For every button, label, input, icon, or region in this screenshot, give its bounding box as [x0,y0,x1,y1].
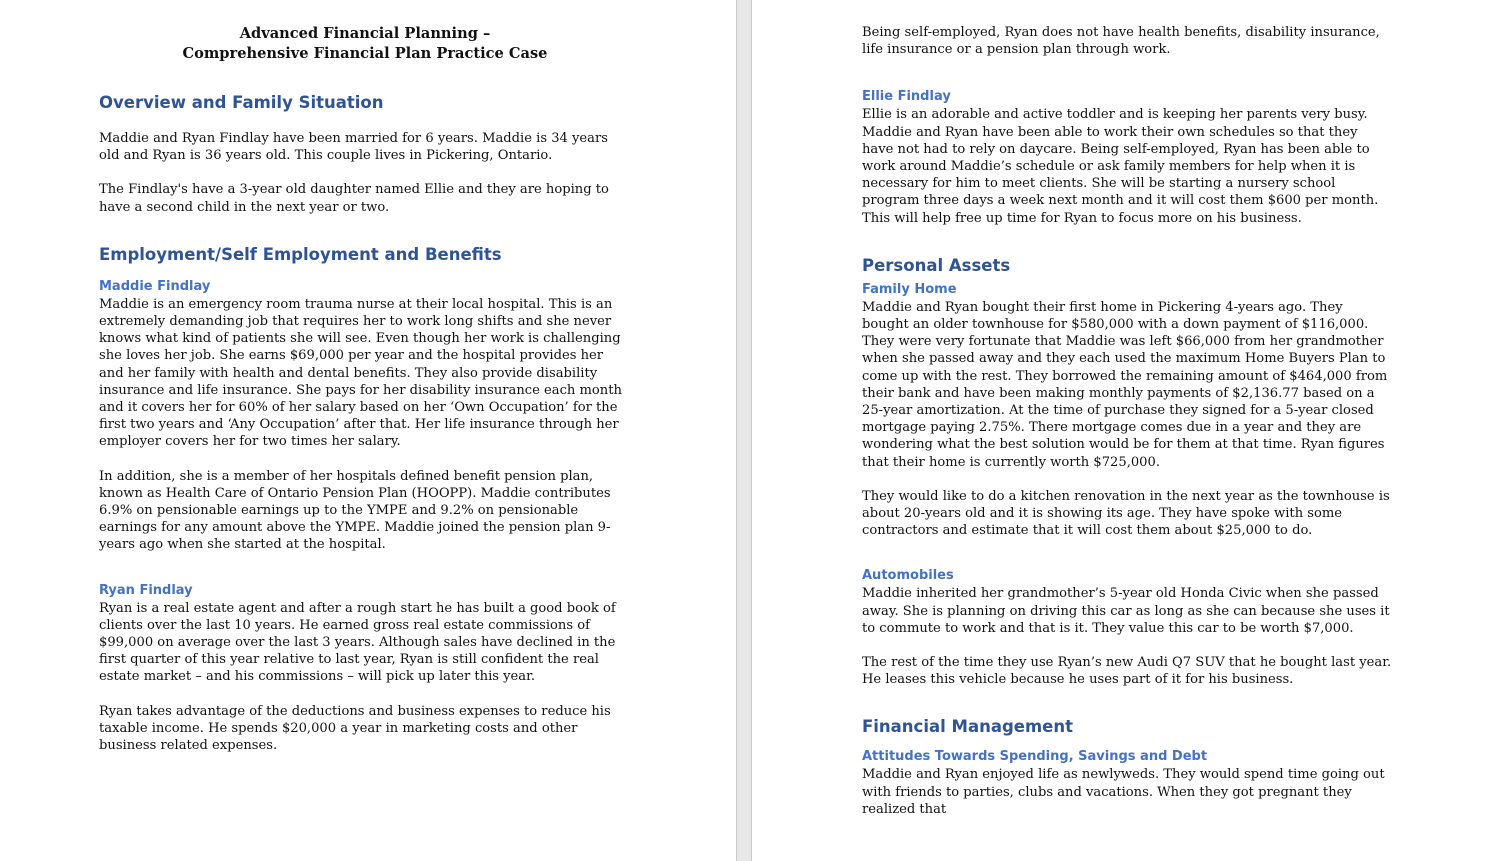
ryan-benefits-paragraph: Being self-employed, Ryan does not have health benefits, disability insurance, life insurance or a pension plan through work. [862,25,1380,58]
overview-paragraph-1: Maddie and Ryan Findlay have been married for 6 years. Maddie is 34 years old and Ryan is 36 years old. This couple lives in Pickering, Ontario. [99,131,608,164]
subheading-family-home: Family Home [862,281,957,297]
page-left-content [99,24,631,754]
subheading-attitudes: Attitudes Towards Spending, Savings and Debt [862,749,1208,765]
overview-paragraph-2: The Findlay's have a 3-year old daughter named Ellie and they are hoping to have a second child in the next year or two. [99,182,609,215]
title-line-2: Comprehensive Financial Plan Practice Case [182,45,548,62]
document-page-left [0,0,736,861]
maddie-paragraph-2: In addition, she is a member of her hospitals defined benefit pension plan, known as Health Care of Ontario Pension Plan (HOOPP). Maddie contributes 6.9% on pensionable earnings up to the YMPE and 9.2% on pensionable earnings for any amount above the YMPE. Maddie joined the pension plan 9-years ago when she started at the hospital. [99,468,611,553]
heading-overview: Overview and Family Situation [99,93,384,112]
ellie-paragraph: Ellie is an adorable and active toddler and is keeping her parents very busy. Maddie and Ryan have been able to work their own schedules so that they have not had to rely on daycare. Being self-employed, Ryan has been able to work around Maddie’s schedule or ask family members for help when it is necessary for him to meet clients. She will be starting a nursery school program three days a week next month and it will cost them $600 per month. This will help free up time for Ryan to focus more on his business. [862,107,1379,226]
heading-employment: Employment/Self Employment and Benefits [99,244,502,264]
document-page-right [752,0,1512,861]
title-line-1: Advanced Financial Planning – [239,25,491,42]
ryan-paragraph-1: Ryan is a real estate agent and after a rough start he has built a good book of clients over the last 10 years. He earned gross real estate commissions of $99,000 on average over the last 3 years. Although sales have declined in the first quarter of this year relative to last year, Ryan is still confident the real estate market – and his commissions – will pick up later this year. [99,600,616,685]
home-paragraph-2: They would like to do a kitchen renovation in the next year as the townhouse is about 20-years old and it is showing its age. They have spoke with some contractors and estimate that it will cost them about $25,000 to do. [862,488,1390,539]
subheading-ellie: Ellie Findlay [862,89,951,105]
subheading-maddie: Maddie Findlay [99,278,211,294]
subheading-ryan: Ryan Findlay [99,582,193,598]
subheading-automobiles: Automobiles [862,568,954,584]
auto-paragraph-1: Maddie inherited her grandmother’s 5-year old Honda Civic when she passed away. She is planning on driving this car as long as she can because she uses it to commute to work and that is it. They value this car to be worth $7,000. [862,586,1390,636]
ryan-paragraph-2: Ryan takes advantage of the deductions and business expenses to reduce his taxable income. He spends $20,000 a year in marketing costs and other business related expenses. [99,703,611,754]
document-title [99,24,631,64]
maddie-paragraph-1: Maddie is an emergency room trauma nurse at their local hospital. This is an extremely demanding job that requires her to work long shifts and she never knows what kind of patients she will see. Even though her work is challenging she loves her job. She earns $69,000 per year and the hospital provides her and her family with health and dental benefits. They also provide disability insurance and life insurance. She pays for her disability insurance each month and it covers her for 60% of her salary based on her ‘Own Occupation’ for the first two years and ‘Any Occupation’ after that. Her life insurance through her employer covers her for two times her salary. [99,296,622,450]
home-paragraph-1: Maddie and Ryan bought their first home in Pickering 4-years ago. They bought an older townhouse for $580,000 with a down payment of $116,000. They were very fortunate that Maddie was left $66,000 from her grandmother when she passed away and they each used the maximum Home Buyers Plan to come up with the rest. They borrowed the remaining amount of $464,000 from their bank and have been making monthly payments of $2,136.77 based on a 25-year amortization. At the time of purchase they signed for a 5-year closed mortgage paying 2.75%. There mortgage comes due in a year and they are wondering what the best solution would be for them at that time. Ryan figures that their home is currently worth $725,000. [862,299,1388,470]
heading-financial-management: Financial Management [862,717,1073,737]
page-right-content [862,24,1392,818]
heading-personal-assets: Personal Assets [862,255,1011,275]
attitudes-paragraph: Maddie and Ryan enjoyed life as newlyweds. They would spend time going out with friends to parties, clubs and vacations. When they got pregnant they realized that [862,767,1385,817]
page-gap [736,0,752,861]
auto-paragraph-2: The rest of the time they use Ryan’s new Audi Q7 SUV that he bought last year. He leases this vehicle because he uses part of it for his business. [862,655,1392,688]
